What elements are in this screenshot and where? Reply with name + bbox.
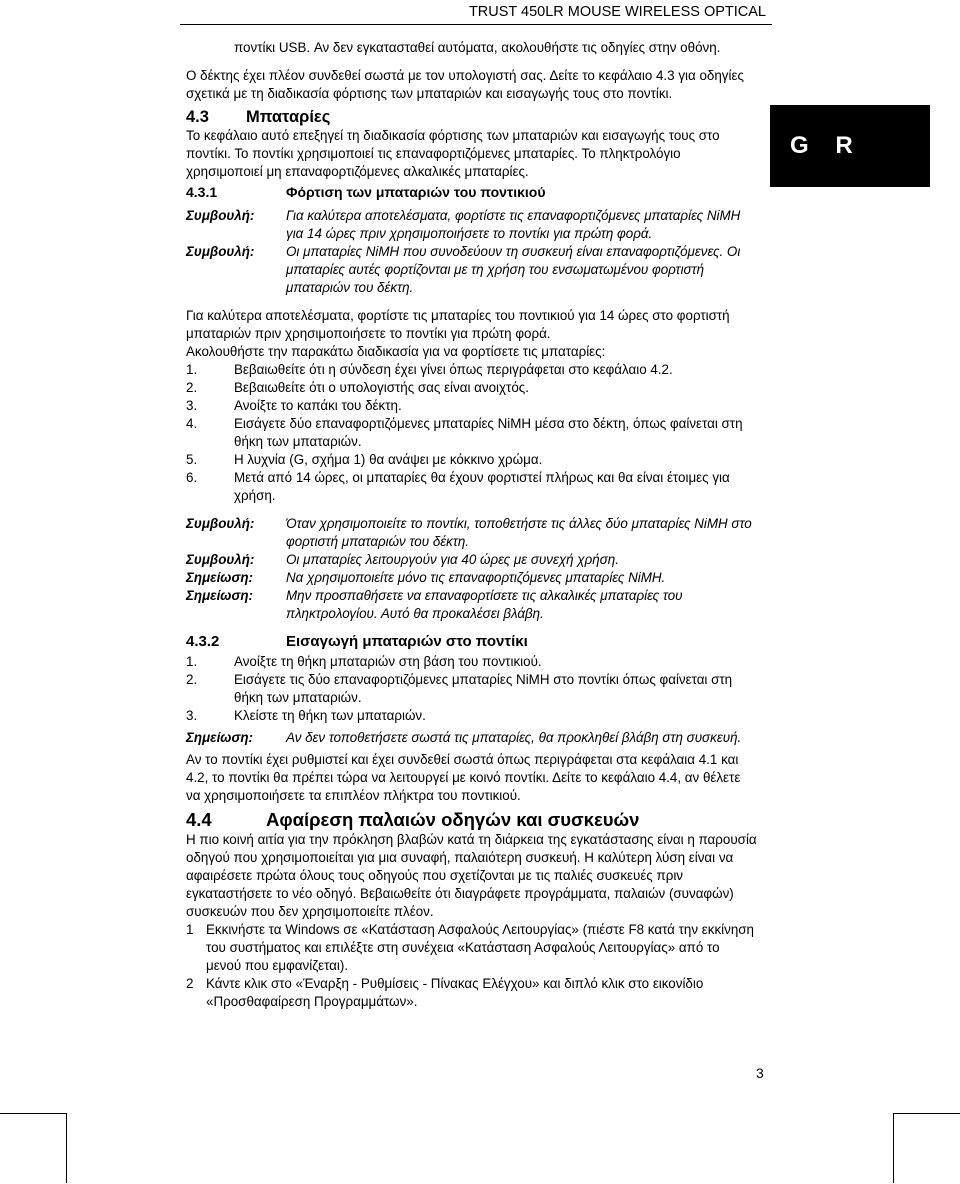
note-text: Για καλύτερα αποτελέσματα, φορτίστε τις επαναφορτιζόμενες μπαταρίες NiMH για 14 ώρες πριν χρησιμοποιήσετε το ποντίκι για πρώτη φορά.: [286, 208, 741, 241]
list-item: 3. Κλείστε τη θήκη των μπαταριών.: [186, 708, 426, 723]
section-4-3-paragraph: Το κεφάλαιο αυτό επεξηγεί τη διαδικασία φόρτισης των μπαταριών και εισαγωγής τους στο ποντίκι. Το ποντίκι χρησιμοποιεί τις επαναφορτιζόμενες μπαταρίες. Το πληκτρολόγιο χρησιμοποιεί μη επαναφορτιζόμενες αλκαλικές μπαταρίες.: [186, 128, 720, 179]
note-text: Όταν χρησιμοποιείτε το ποντίκι, τοποθετήστε τις άλλες δύο μπαταρίες NiMH στο φορτιστή μπαταριών του δέκτη.: [286, 516, 752, 549]
section-number: 4.3.2: [186, 633, 220, 650]
charging-paragraph: Για καλύτερα αποτελέσματα, φορτίστε τις μπαταρίες του ποντικιού για 14 ώρες στο φορτιστή μπαταριών πριν χρησιμοποιήσετε το ποντίκι για πρώτη φορά.: [186, 308, 730, 341]
section-4-3-heading: [186, 107, 758, 127]
page-content: [186, 39, 758, 1011]
section-number: 4.3: [186, 108, 209, 126]
crop-mark: [893, 1113, 960, 1114]
note-text: Αν δεν τοποθετήσετε σωστά τις μπαταρίες, θα προκληθεί βλάβη στη συσκευή.: [286, 730, 742, 745]
remark-note: [186, 729, 758, 747]
note-label: Συμβουλή:: [186, 244, 255, 259]
section-number: 4.4: [186, 809, 212, 830]
procedure-intro: Ακολουθήστε την παρακάτω διαδικασία για να φορτίσετε τις μπαταρίες:: [186, 344, 606, 359]
note-label: Συμβουλή:: [186, 552, 255, 567]
running-header: TRUST 450LR MOUSE WIRELESS OPTICAL: [180, 0, 772, 25]
note-label: Σημείωση:: [186, 570, 253, 585]
list-item: 2. Βεβαιωθείτε ότι ο υπολογιστής σας είναι ανοιχτός.: [186, 380, 529, 395]
list-item: 1. Ανοίξτε τη θήκη μπαταριών στη βάση του ποντικιού.: [186, 654, 542, 669]
page-number: 3: [756, 1065, 764, 1081]
note-text: Οι μπαταρίες λειτουργούν για 40 ώρες με συνεχή χρήση.: [286, 552, 619, 567]
crop-mark: [893, 1113, 894, 1183]
charging-steps: [186, 361, 758, 505]
list-item: 5. Η λυχνία (G, σχήμα 1) θα ανάψει με κόκκινο χρώμα.: [186, 452, 543, 467]
note-text: Να χρησιμοποιείτε μόνο τις επαναφορτιζόμενες μπαταρίες NiMH.: [286, 570, 666, 585]
note-label: Σημείωση:: [186, 730, 253, 745]
list-item: 3. Ανοίξτε το καπάκι του δέκτη.: [186, 398, 402, 413]
tip-note: [186, 515, 758, 551]
section-title: Μπαταρίες: [246, 108, 331, 126]
tip-note: [186, 243, 758, 297]
note-label: Σημείωση:: [186, 588, 253, 603]
section-4-4-paragraph: Η πιο κοινή αιτία για την πρόκληση βλαβών κατά τη διάρκεια της εγκατάστασης είναι η παρουσία οδηγού που χρησιμοποιείται για μια συναφή, παλαιότερη συσκευή. Η καλύτερη λύση είναι να αφαιρέσετε πρώτα όλους τους οδηγούς που σχετίζονται με τις παλιές συσκευές πριν εγκαταστήσετε το νέο οδηγό. Βεβαιωθείτε ότι διαγράφετε προγράμματα, παλαιών (συναφών) συσκευών που δεν χρησιμοποιείτε πλέον.: [186, 832, 757, 919]
tip-note: [186, 551, 758, 569]
list-item: 1. Βεβαιωθείτε ότι η σύνδεση έχει γίνει όπως περιγράφεται στο κεφάλαιο 4.2.: [186, 362, 673, 377]
list-item: 2 Κάντε κλικ στο «Έναρξη - Ρυθμίσεις - Πίνακας Ελέγχου» και διπλό κλικ στο εικονίδιο «Προσθαφαίρεση Προγραμμάτων».: [186, 976, 704, 1009]
section-4-4-heading: [186, 809, 758, 831]
note-label: Συμβουλή:: [186, 208, 255, 223]
note-text: Μην προσπαθήσετε να επαναφορτίσετε τις αλκαλικές μπαταρίες του πληκτρολογίου. Αυτό θα προκαλέσει βλάβη.: [286, 588, 683, 621]
note-label: Συμβουλή:: [186, 516, 255, 531]
list-item: 4. Εισάγετε δύο επαναφορτιζόμενες μπαταρίες NiMH μέσα στο δέκτη, όπως φαίνεται στη θήκη των μπαταριών.: [186, 416, 743, 449]
section-4-3-2-heading: [186, 633, 758, 651]
list-item: 1 Εκκινήστε τα Windows σε «Κατάσταση Ασφαλούς Λειτουργίας» (πιέστε F8 κατά την εκκίνηση του συστήματος και επιλέξτε στη συνέχεια «Κατάσταση Ασφαλούς Λειτουργίας» από το μενού που εμφανίζεται).: [186, 922, 754, 973]
section-4-3-2-paragraph: Αν το ποντίκι έχει ρυθμιστεί και έχει συνδεθεί σωστά όπως περιγράφεται στα κεφάλαια 4.1 και 4.2, το ποντίκι θα πρέπει τώρα να λειτουργεί με κοινό ποντίκι. Δείτε το κεφάλαιο 4.4, αν θέλετε να χρησιμοποιήσετε τα επιπλέον πλήκτρα του ποντικιού.: [186, 752, 741, 803]
crop-mark: [66, 1113, 67, 1183]
crop-mark: [0, 1113, 66, 1114]
tip-note: [186, 207, 758, 243]
intro-indented-text: ποντίκι USB. Αν δεν εγκατασταθεί αυτόματα, ακολουθήστε τις οδηγίες στην οθόνη.: [234, 40, 721, 55]
section-title: Φόρτιση των μπαταριών του ποντικιού: [286, 184, 546, 200]
list-item: 2. Εισάγετε τις δύο επαναφορτιζόμενες μπαταρίες NiMH στο ποντίκι όπως φαίνεται στη θήκη των μπαταριών.: [186, 672, 733, 705]
section-4-3-1-heading: [186, 183, 758, 201]
insertion-steps: [186, 653, 758, 725]
intro-paragraph: Ο δέκτης έχει πλέον συνδεθεί σωστά με τον υπολογιστή σας. Δείτε το κεφάλαιο 4.3 για οδηγίες σχετικά με τη διαδικασία φόρτισης των μπαταριών και εισαγωγής τους στο ποντίκι.: [186, 68, 744, 101]
list-item: 6. Μετά από 14 ώρες, οι μπαταρίες θα έχουν φορτιστεί πλήρως και θα είναι έτοιμες για χρήση.: [186, 470, 730, 503]
section-number: 4.3.1: [186, 184, 218, 200]
removal-steps: [186, 921, 758, 1011]
section-title: Αφαίρεση παλαιών οδηγών και συσκευών: [266, 809, 640, 830]
note-text: Οι μπαταρίες NiMH που συνοδεύουν τη συσκευή είναι επαναφορτιζόμενες. Οι μπαταρίες αυτές φορτίζονται με τη χρήση του ενσωματωμένου φορτιστή μπαταριών του δέκτη.: [286, 244, 741, 295]
language-tab: G R: [770, 105, 930, 187]
remark-note: [186, 587, 758, 623]
remark-note: [186, 569, 758, 587]
section-title: Εισαγωγή μπαταριών στο ποντίκι: [286, 633, 528, 650]
